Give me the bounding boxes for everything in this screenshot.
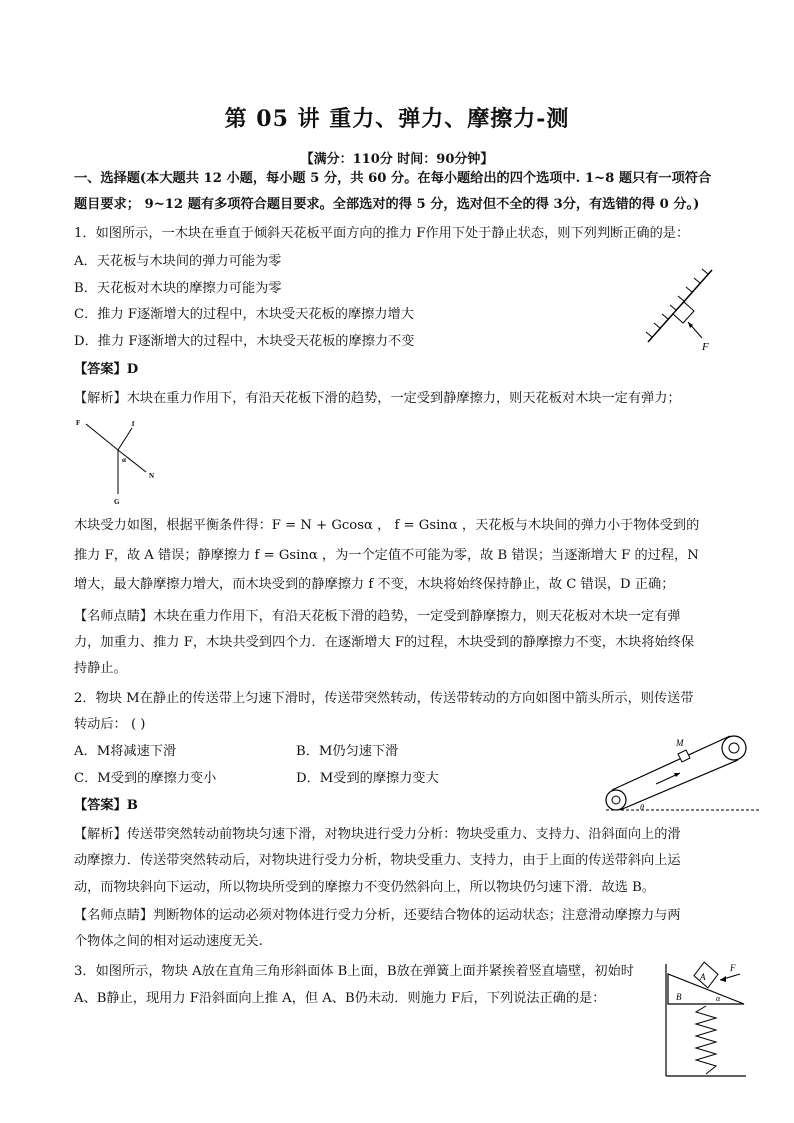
q1-stem: 1．如图所示，一木块在垂直于倾斜天花板平面方向的推力 F作用下处于静止状态，则下列判断正确的是： [74,226,690,241]
block [673,302,694,323]
page-title: 第 05 讲 重力、弹力、摩擦力-测 [224,106,570,132]
label-F: F [702,341,709,353]
q1-analysis-body-1: 木块受力如图，根据平衡条件得：F = N + Gcosα ， f = Gsinα ，天花板与木块间的弹力小于物体受到的 [74,518,700,533]
svg-text:f: f [132,420,135,428]
q2-analysis-2: 动摩擦力．传送带突然转动后，对物块进行受力分析，物块受重力、支持力，由于上面的传送带斜向上运 [74,853,681,868]
section-intro-line2: 题目要求； 9~12 题有多项符合题目要求。全部选对的得 5 分，选对但不全的得 3分，有选错的得 0 分。) [74,197,700,212]
svg-text:α: α [122,456,126,464]
q3-stem-1: 3．如图所示，物块 A放在直角三角形斜面体 B上面，B放在弹簧上面并紧挨着竖直墙壁，初始时 [74,964,634,979]
ceiling-hatch [646,269,708,337]
svg-text:A: A [700,972,706,982]
q2-analysis-1: 【解析】传送带突然转动前物块匀速下滑，对物块进行受力分析：物块受重力、支持力、沿斜面向上的滑 [74,827,681,842]
svg-text:B: B [676,992,682,1002]
section-intro-line1: 一、选择题(本大题共 12 小题，每小题 5 分，共 60 分。在每小题给出的四个选项中. 1~8 题只有一项符合 [74,171,712,186]
q1-teacher-note-2: 力，加重力、推力 F，木块共受到四个力．在逐渐增大 F的过程，木块受到的静摩擦力不变，木块将始终保 [74,635,695,650]
svg-text:G: G [114,498,120,506]
q1-teacher-note-1: 【名师点睛】木块在重力作用下，有沿天花板下滑的趋势，一定受到静摩擦力，则天花板对木块一定有弹 [74,609,681,624]
svg-text:M: M [676,738,684,748]
q2-analysis-3: 动，而物块斜向下运动，所以物块所受到的摩擦力不变仍然斜向上，所以物块仍匀速下滑．故选 B。 [74,880,655,895]
q2-option-b: B．M仍匀速下滑 [296,744,399,759]
q2-answer: 【答案】B [74,798,138,813]
q1-analysis-intro: 【解析】木块在重力作用下，有沿天花板下滑的趋势，一定受到静摩擦力，则天花板对木块一定有弹力； [74,391,681,406]
q2-conveyor-figure [596,726,766,818]
q1-option-c: C．推力 F逐渐增大的过程中，木块受天花板的摩擦力增大 [74,307,414,322]
score-time-info: 【满分：110分 时间：90分钟】 [300,152,494,167]
q2-teacher-note-1: 【名师点睛】判断物体的运动必须对物体进行受力分析，还要结合物体的运动状态；注意滑动摩擦力与两 [74,908,681,923]
q2-option-a: A．M将减速下滑 [74,744,177,759]
q1-teacher-note-3: 持静止。 [74,661,127,676]
q1-option-d: D．推力 F逐渐增大的过程中，木块受天花板的摩擦力不变 [74,334,415,349]
svg-text:θ: θ [640,803,644,812]
svg-text:α: α [716,994,721,1003]
q2-option-c: C．M受到的摩擦力变小 [74,771,217,786]
q1-option-b: B．天花板对木块的摩擦力可能为零 [74,281,282,296]
q3-stem-2: A、B静止，现用力 F沿斜面向上推 A，但 A、B仍未动．则施力 F后，下列说法正确的是： [74,991,606,1006]
q1-analysis-body-2: 推力 F，故 A 错误；静摩擦力 f = Gsinα ，为一个定值不可能为零，故 B 错误；当逐渐增大 F 的过程，N [74,548,699,563]
svg-text:F: F [76,419,81,427]
q3-spring-figure [656,944,756,1082]
q1-analysis-body-3: 增大，最大静摩擦力增大，而木块受到的静摩擦力 f 不变，木块将始终保持静止，故 C 错误，D 正确； [74,577,675,592]
q1-ceiling-figure [640,264,720,356]
q2-option-d: D．M受到的摩擦力变大 [296,771,439,786]
svg-text:F: F [730,963,736,973]
q1-force-diagram [74,412,164,508]
q2-stem-2: 转动后： ( ) [74,717,146,732]
q2-teacher-note-2: 个物体之间的相对运动速度无关. [74,934,263,949]
q2-stem-1: 2．物块 M在静止的传送带上匀速下滑时，传送带突然转动，传送带转动的方向如图中箭头所示，则传送带 [74,691,694,706]
q1-option-a: A．天花板与木块间的弹力可能为零 [74,254,282,269]
q1-answer: 【答案】D [74,362,139,377]
svg-text:N: N [149,472,155,480]
